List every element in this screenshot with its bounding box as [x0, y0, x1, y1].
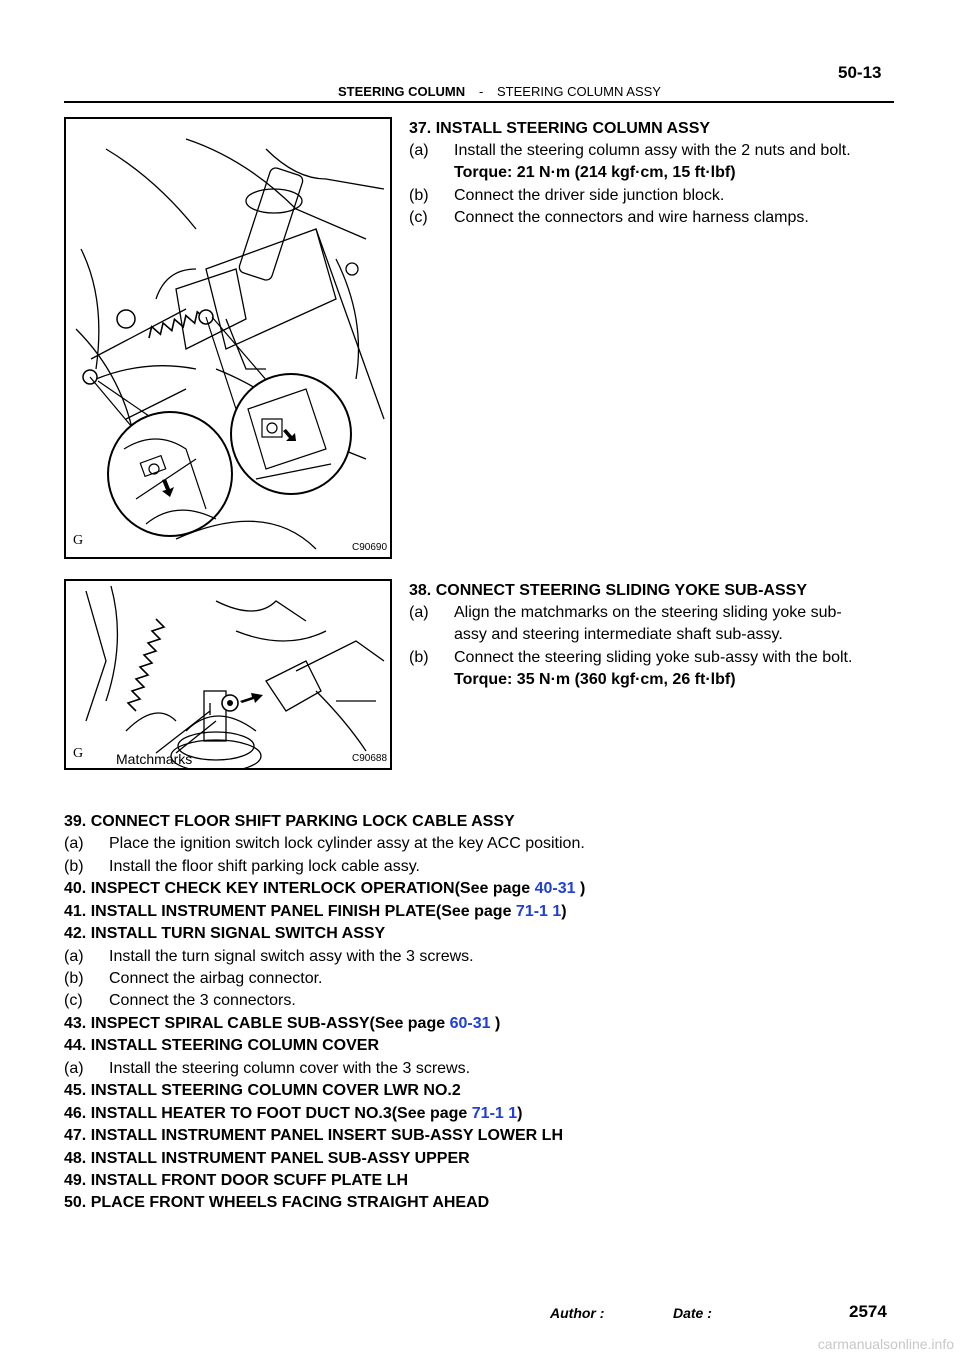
- step-37a-text: Install the steering column assy with the 2 nuts and bolt.: [454, 142, 851, 159]
- step-38b-torque: Torque: 35 N·m (360 kgf·cm, 26 ft·lbf): [454, 671, 736, 688]
- step-42-heading: 42. INSTALL TURN SIGNAL SWITCH ASSY: [64, 925, 386, 942]
- step-37-heading: 37. INSTALL STEERING COLUMN ASSY: [409, 120, 711, 137]
- step-39b-text: Install the floor shift parking lock cable assy.: [109, 858, 420, 875]
- step-38a-text-line1: Align the matchmarks on the steering sliding yoke sub-: [454, 604, 842, 621]
- step-38a-text-line2: assy and steering intermediate shaft sub-assy.: [454, 626, 783, 643]
- step-42b-marker: (b): [64, 970, 84, 987]
- step-41-text: 41. INSTALL INSTRUMENT PANEL FINISH PLATE(See page: [64, 903, 512, 920]
- page-number: 2574: [849, 1302, 887, 1321]
- step-42b-text: Connect the airbag connector.: [109, 970, 323, 987]
- step-37a-torque: Torque: 21 N·m (214 kgf·cm, 15 ft·lbf): [454, 164, 736, 181]
- page-reference: 50-13: [838, 63, 882, 82]
- steering-column-illustration: [66, 119, 390, 557]
- step-41-page-link[interactable]: 71-1 1: [515, 903, 562, 920]
- figure-sliding-yoke: [64, 579, 392, 770]
- step-38-heading: 38. CONNECT STEERING SLIDING YOKE SUB-ASSY: [409, 582, 807, 599]
- step-37c-text: Connect the connectors and wire harness clamps.: [454, 209, 809, 226]
- step-42a-text: Install the turn signal switch assy with the 3 screws.: [109, 948, 474, 965]
- subsection-title: STEERING COLUMN ASSY: [497, 84, 661, 99]
- step-40-close: ): [579, 880, 586, 897]
- step-42c-marker: (c): [64, 992, 83, 1009]
- step-38b-text: Connect the steering sliding yoke sub-assy with the bolt.: [454, 649, 853, 666]
- step-37b-text: Connect the driver side junction block.: [454, 187, 725, 204]
- author-label: Author :: [550, 1305, 605, 1321]
- step-46-page-link[interactable]: 71-1 1: [471, 1105, 518, 1122]
- step-44a-text: Install the steering column cover with the 3 screws.: [109, 1060, 471, 1077]
- date-label: Date :: [673, 1305, 712, 1321]
- step-37a-marker: (a): [409, 142, 429, 159]
- figure-corner-mark: G: [73, 746, 84, 761]
- step-43-text: 43. INSPECT SPIRAL CABLE SUB-ASSY(See page: [64, 1015, 446, 1032]
- step-46-heading: [64, 1104, 522, 1124]
- step-42a-marker: (a): [64, 948, 84, 965]
- step-49-heading: 49. INSTALL FRONT DOOR SCUFF PLATE LH: [64, 1172, 408, 1189]
- step-40-page-link[interactable]: 40-31: [534, 880, 576, 897]
- step-42c-text: Connect the 3 connectors.: [109, 992, 296, 1009]
- step-44a-marker: (a): [64, 1060, 84, 1077]
- figure-id: C90690: [352, 542, 388, 553]
- step-38a-marker: (a): [409, 604, 429, 621]
- step-47-heading: 47. INSTALL INSTRUMENT PANEL INSERT SUB-ASSY LOWER LH: [64, 1127, 563, 1144]
- step-40-heading: [64, 879, 585, 899]
- step-43-heading: [64, 1014, 500, 1034]
- step-46-close: ): [517, 1105, 523, 1122]
- step-46-text: 46. INSTALL HEATER TO FOOT DUCT NO.3(See page: [64, 1105, 468, 1122]
- step-40-text: 40. INSPECT CHECK KEY INTERLOCK OPERATION(See page: [64, 880, 531, 897]
- figure-corner-mark: G: [73, 533, 84, 548]
- header-separator: -: [479, 84, 484, 99]
- step-37b-marker: (b): [409, 187, 429, 204]
- step-39a-marker: (a): [64, 835, 84, 852]
- step-37c-marker: (c): [409, 209, 428, 226]
- section-title: STEERING COLUMN: [338, 84, 466, 99]
- step-48-heading: 48. INSTALL INSTRUMENT PANEL SUB-ASSY UPPER: [64, 1150, 470, 1167]
- figure-id: C90688: [352, 753, 388, 764]
- step-43-page-link[interactable]: 60-31: [449, 1015, 491, 1032]
- figure-steering-column-install: [64, 117, 392, 559]
- matchmarks-label: Matchmarks: [116, 751, 193, 767]
- step-39-heading: 39. CONNECT FLOOR SHIFT PARKING LOCK CABLE ASSY: [64, 813, 515, 830]
- step-41-heading: [64, 902, 567, 922]
- step-43-close: ): [494, 1015, 501, 1032]
- sliding-yoke-illustration: [66, 581, 390, 768]
- step-44-heading: 44. INSTALL STEERING COLUMN COVER: [64, 1037, 379, 1054]
- step-39b-marker: (b): [64, 858, 84, 875]
- step-41-close: ): [561, 903, 567, 920]
- header-rule: [64, 101, 894, 103]
- step-45-heading: 45. INSTALL STEERING COLUMN COVER LWR NO.2: [64, 1082, 461, 1099]
- step-50-heading: 50. PLACE FRONT WHEELS FACING STRAIGHT AHEAD: [64, 1194, 490, 1211]
- watermark: carmanualsonline.info: [817, 1336, 954, 1352]
- step-39a-text: Place the ignition switch lock cylinder assy at the key ACC position.: [109, 835, 585, 852]
- step-38b-marker: (b): [409, 649, 429, 666]
